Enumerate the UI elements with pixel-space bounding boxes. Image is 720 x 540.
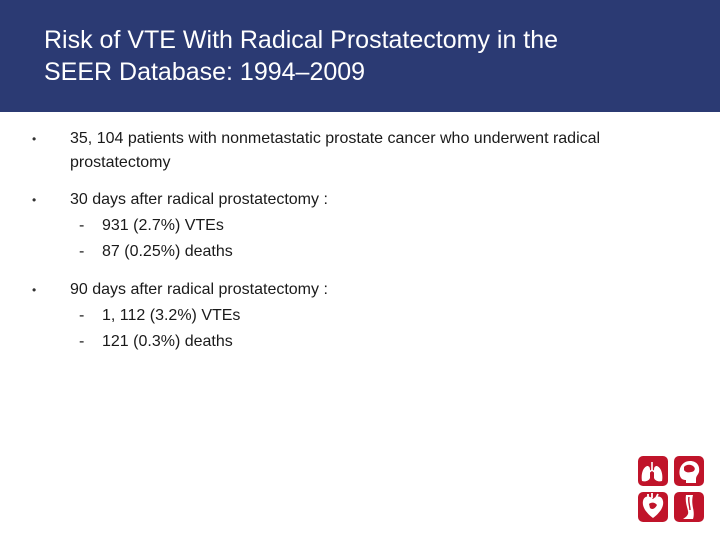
sub-item-marker: - [79,217,85,234]
slide-title [44,24,684,88]
sub-item [0,329,720,355]
bullet-text: 90 days after radical prostatectomy : [70,281,328,298]
title-bar [0,0,720,112]
bullet-marker: • [32,193,37,207]
bullet-marker: • [32,283,37,297]
slide-title-line-2: SEER Database: 1994–2009 [44,58,366,86]
sub-item-text: 931 (2.7%) VTEs [102,217,224,234]
slide-title-line-1: Risk of VTE With Radical Prostatectomy in the [44,26,559,54]
brain-head-icon [674,456,704,486]
sub-item [0,213,720,239]
sub-item-text: 121 (0.3%) deaths [102,333,233,350]
sub-item [0,303,720,329]
sub-item-text: 1, 112 (3.2%) VTEs [102,307,241,324]
lungs-icon [638,456,668,486]
heart-icon [638,492,668,522]
sub-item-marker: - [79,333,85,350]
bullet-text-continued: prostatectomy [70,154,171,171]
sub-item [0,239,720,265]
bullet-text: 35, 104 patients with nonmetastatic prostate cancer who underwent radical [70,130,601,147]
bullet-marker: • [32,132,37,146]
sub-item-marker: - [79,243,85,260]
blood-vessel-icon [674,492,704,522]
organization-logo [636,454,708,524]
sub-item-marker: - [79,307,85,324]
bullet-text: 30 days after radical prostatectomy : [70,191,328,208]
sub-item-text: 87 (0.25%) deaths [102,243,233,260]
